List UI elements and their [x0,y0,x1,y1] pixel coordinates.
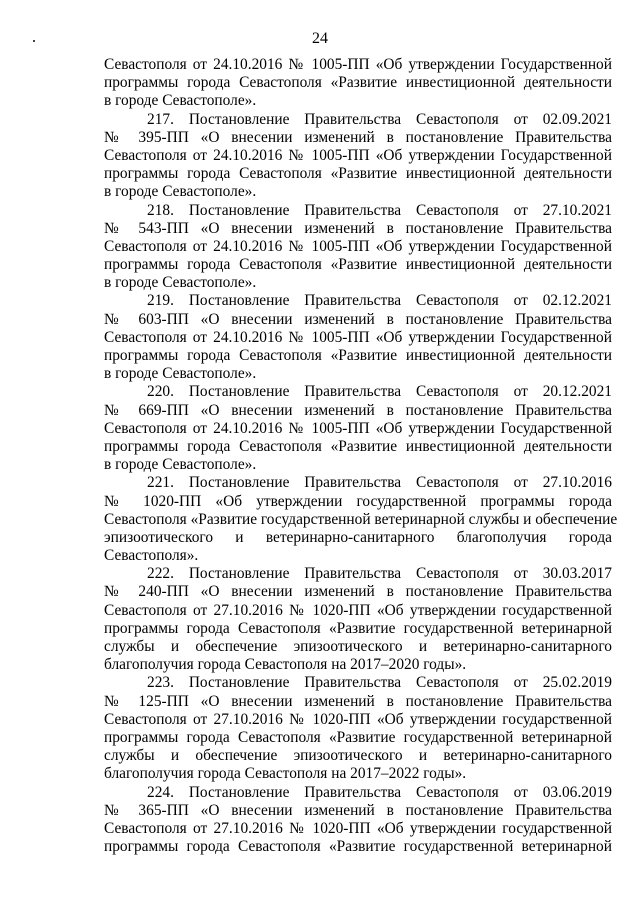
text-line: программы города Севастополя «Развитие государственной ветеринарной [104,619,612,637]
text-line: эпизоотического и ветеринарно-санитарного благополучия города [104,528,612,546]
paragraph [104,111,612,202]
text-line: в городе Севастополе». [104,365,257,383]
text-line: в городе Севастополе». [104,274,257,292]
text-line: 223. Постановление Правительства Севастополя от 25.02.2019 [147,674,612,692]
text-line: Севастополя от 24.10.2016 № 1005-ПП «Об утверждении Государственной [104,237,612,255]
text-line: Севастополя от 24.10.2016 № 1005-ПП «Об утверждении Государственной [104,419,612,437]
paragraph [104,565,612,674]
text-line: 219. Постановление Правительства Севастополя от 02.12.2021 [147,292,612,310]
text-line: службы и обеспечение эпизоотического и ветеринарно-санитарного [104,747,612,765]
paragraph [104,784,612,857]
text-line: программы города Севастополя «Развитие инвестиционной деятельности [104,256,612,274]
scan-speck [33,40,35,42]
text-line: 224. Постановление Правительства Севастополя от 03.06.2019 [147,783,612,801]
paragraph [104,202,612,293]
text-line: в городе Севастополе». [104,183,257,201]
text-line: программы города Севастополя «Развитие инвестиционной деятельности [104,165,612,183]
text-line: № 125-ПП «О внесении изменений в постановление Правительства [104,692,612,710]
document-body [104,56,618,856]
text-line: Севастополя «Развитие государственной ветеринарной службы и обеспечение [104,510,618,528]
text-line: Севастополя от 24.10.2016 № 1005-ПП «Об утверждении Государственной [104,328,612,346]
text-line: № 1020-ПП «Об утверждении государственной программы города [104,492,612,510]
paragraph [104,383,612,474]
text-line: службы и обеспечение эпизоотического и ветеринарно-санитарного [104,638,612,655]
text-line: 218. Постановление Правительства Севастополя от 27.10.2021 [147,201,612,219]
paragraph [104,292,612,383]
text-line: 217. Постановление Правительства Севастополя от 02.09.2021 [147,110,612,128]
text-line: благополучия города Севастополя на 2017–2022 годы». [104,765,467,783]
text-line: Севастополя от 27.10.2016 № 1020-ПП «Об утверждении государственной [104,710,612,728]
text-line: Севастополя от 27.10.2016 № 1020-ПП «Об утверждении государственной [104,601,612,619]
text-line: в городе Севастополе». [104,92,257,110]
paragraph [104,674,612,783]
text-line: Севастополя от 24.10.2016 № 1005-ПП «Об утверждении Государственной [104,146,612,164]
paragraph [104,56,612,111]
text-line: № 603-ПП «О внесении изменений в постановление Правительства [104,310,612,328]
text-line: программы города Севастополя «Развитие инвестиционной деятельности [104,437,612,455]
text-line: 221. Постановление Правительства Севастополя от 27.10.2016 [147,474,612,492]
text-line: программы города Севастополя «Развитие государственной ветеринарной [104,728,612,746]
text-line: № 543-ПП «О внесении изменений в постановление Правительства [104,219,612,237]
text-line: благополучия города Севастополя на 2017–2020 годы». [104,656,467,674]
text-line: № 240-ПП «О внесении изменений в постановление Правительства [104,583,612,601]
text-line: 220. Постановление Правительства Севастополя от 20.12.2021 [147,383,612,401]
text-line: Севастополя от 27.10.2016 № 1020-ПП «Об утверждении государственной [104,819,612,837]
paragraph [104,474,618,565]
text-line: программы города Севастополя «Развитие инвестиционной деятельности [104,74,612,92]
text-line: № 365-ПП «О внесении изменений в постановление Правительства [104,801,612,819]
text-line: № 669-ПП «О внесении изменений в постановление Правительства [104,401,612,419]
text-line: 222. Постановление Правительства Севастополя от 30.03.2017 [147,565,612,583]
text-line: № 395-ПП «О внесении изменений в постановление Правительства [104,128,612,146]
text-line: Севастополя». [104,547,199,565]
text-line: программы города Севастополя «Развитие государственной ветеринарной [104,838,612,856]
text-line: программы города Севастополя «Развитие инвестиционной деятельности [104,347,612,364]
page-number: 24 [312,30,328,47]
text-line: Севастополя от 24.10.2016 № 1005-ПП «Об утверждении Государственной [104,56,612,73]
text-line: в городе Севастополе». [104,456,257,474]
